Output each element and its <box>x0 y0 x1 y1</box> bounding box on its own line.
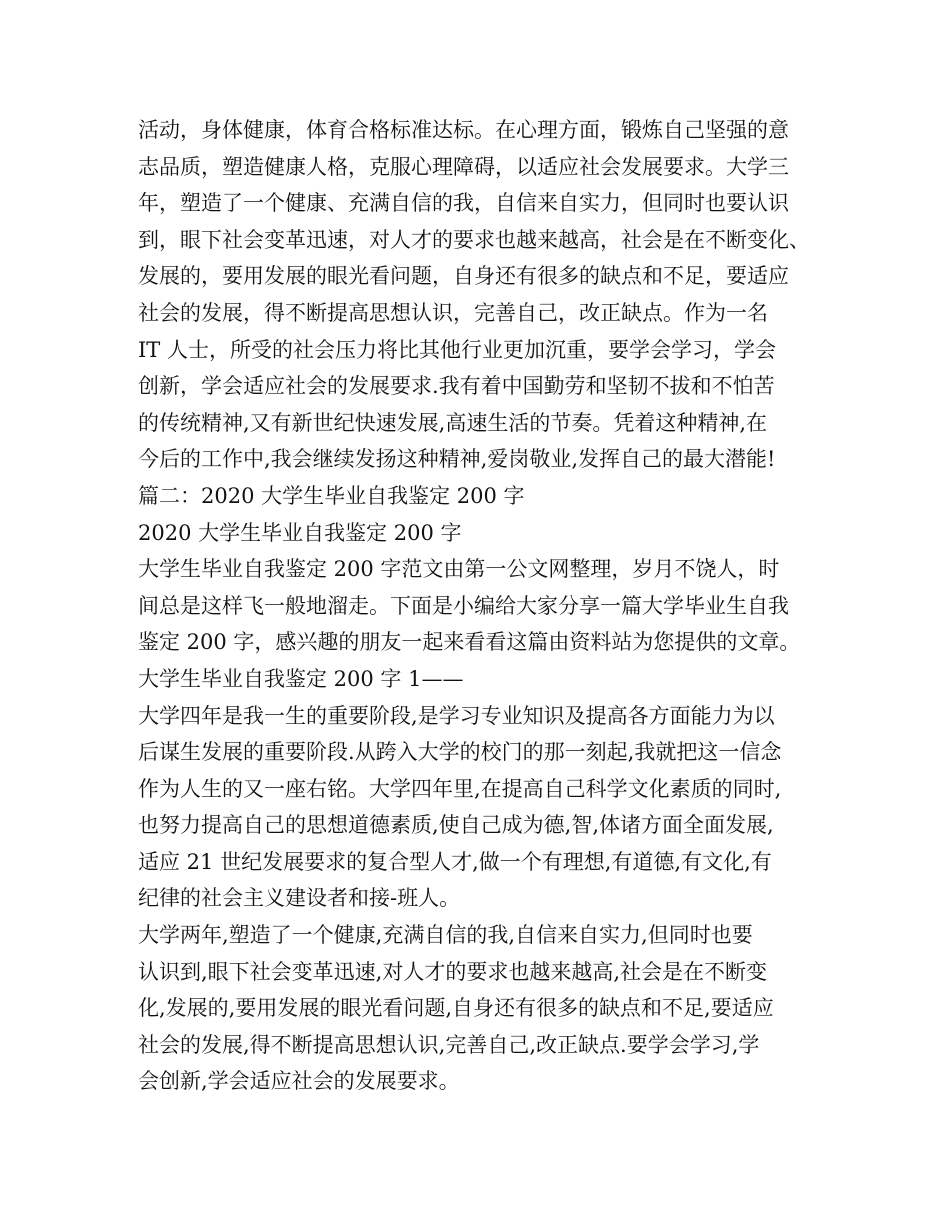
text-line: 大学两年,塑造了一个健康,充满自信的我,自信来自实力,但同时也要 <box>138 923 753 948</box>
text-line: 今后的工作中,我会继续发扬这种精神,爱岗敬业,发挥自己的最大潜能! <box>138 447 776 472</box>
text-line: 间总是这样飞一般地溜走。下面是小编给大家分享一篇大学毕业生自我 <box>138 593 789 618</box>
text-line: 社会的发展,得不断提高思想认识,完善自己,改正缺点.要学会学习,学 <box>138 1032 760 1057</box>
text-line: 志品质，塑造健康人格，克服心理障碍，以适应社会发展要求。大学三 <box>138 154 789 179</box>
text-line: 社会的发展，得不断提高思想认识，完善自己，改正缺点。作为一名 <box>138 300 768 325</box>
text-line: 到，眼下社会变革迅速，对人才的要求也越来越高，社会是在不断变化、 <box>138 227 810 252</box>
subsection-heading: 大学生毕业自我鉴定 200 字 1—— <box>138 666 464 691</box>
text-line: 的传统精神,又有新世纪快速发展,高速生活的节奏。凭着这种精神,在 <box>138 410 768 435</box>
text-line: 纪律的社会主义建设者和接-班人。 <box>138 886 461 911</box>
document-body <box>138 112 828 1100</box>
text-line: 年，塑造了一个健康、充满自信的我，自信来自实力，但同时也要认识 <box>138 191 789 216</box>
text-line: 认识到,眼下社会变革迅速,对人才的要求也越来越高,社会是在不断变 <box>138 959 768 984</box>
text-line: 创新，学会适应社会的发展要求.我有着中国勤劳和坚韧不拔和不怕苦 <box>138 374 775 399</box>
text-line: 鉴定 200 字，感兴趣的朋友一起来看看这篇由资料站为您提供的文章。 <box>138 630 801 655</box>
text-line: 作为人生的又一座右铭。大学四年里,在提高自己科学文化素质的同时, <box>138 776 782 801</box>
text-line: 化,发展的,要用发展的眼光看问题,自身还有很多的缺点和不足,要适应 <box>138 996 774 1021</box>
text-line: 大学生毕业自我鉴定 200 字范文由第一公文网整理，岁月不饶人，时 <box>138 557 780 582</box>
text-line: 大学四年是我一生的重要阶段,是学习专业知识及提高各方面能力为以 <box>138 703 775 728</box>
article-title: 2020 大学生毕业自我鉴定 200 字 <box>138 520 462 545</box>
text-line: 会创新,学会适应社会的发展要求。 <box>138 1069 460 1094</box>
text-line: 活动，身体健康，体育合格标准达标。在心理方面，锻炼自己坚强的意 <box>138 118 789 142</box>
text-line: IT 人士，所受的社会压力将比其他行业更加沉重，要学会学习，学会 <box>138 337 776 362</box>
text-line: 发展的，要用发展的眼光看问题，自身还有很多的缺点和不足，要适应 <box>138 264 789 289</box>
section-heading: 篇二：2020 大学生毕业自我鉴定 200 字 <box>138 483 525 508</box>
text-line: 后谋生发展的重要阶段.从跨入大学的校门的那一刻起,我就把这一信念 <box>138 740 782 765</box>
text-line: 适应 21 世纪发展要求的复合型人才,做一个有理想,有道德,有文化,有 <box>138 849 772 874</box>
text-line: 也努力提高自己的思想道德素质,使自己成为德,智,体诸方面全面发展, <box>138 813 774 838</box>
